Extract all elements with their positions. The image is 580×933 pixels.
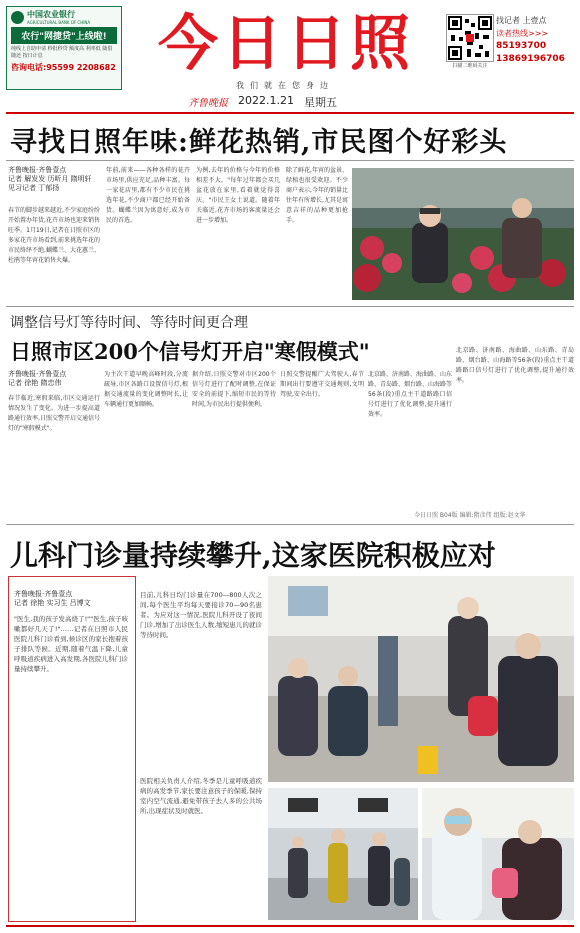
article-divider	[6, 524, 574, 525]
bank-name-en: AGRICULTURAL BANK OF CHINA	[27, 20, 91, 25]
article-divider	[6, 306, 574, 307]
hotline-title: 找记者 上壹点	[496, 16, 547, 25]
article3-col2: 目前,儿科日均门诊量在700—800人次之间,每个医生平均每天要接诊70—90名患者。为应对这一情况,医院儿科开设了夜间门诊,增加了出诊医生人数,缩短患儿的就诊等待时间。	[140, 591, 262, 639]
article1-col3: 为例,去年的价格与今年的价格相差不大。"每年过年都会买几盆花放在家里,看着就觉得喜庆。"市民王女士说道。随着年关临近,花卉市场的客流量还会进一步增加。	[196, 167, 280, 224]
page-note: 今日日照 B04版 编辑:隋彦伟 组版:赵文华	[414, 512, 526, 519]
article3-col1: "医生,我的孩子发高烧了!""医生,孩子咳嗽都好几天了!"……记者在日照市人民医院儿科门诊看到,候诊区的家长抱着孩子排队等候。近期,随着气温下降,儿童呼吸道疾病进入高发期,各医院儿科门诊量持续攀升。	[14, 615, 128, 673]
issue-date: 2022.1.21	[238, 94, 294, 107]
article3-headline[interactable]: 儿科门诊量持续攀升,这家医院积极应对	[10, 539, 496, 572]
hotline-label: 读者热线>>>	[496, 29, 549, 38]
hotline-number-2[interactable]: 13869196706	[496, 54, 565, 64]
article2-byline	[8, 370, 100, 388]
article1-col2: 年前,前来——各种各样的花卉市场里,供应充足,品种丰富。每一家花店里,都有不少市民在挑选年花,不少商户都已经开始备货。蝴蝶兰因为寓意好,成为市民的首选。	[106, 167, 190, 224]
byline-reporters: 记者 徐艳 实习生 吕博文	[14, 599, 91, 607]
byline-source: 齐鲁晚报·齐鲁壹点	[14, 590, 73, 598]
reader-hotline	[496, 14, 576, 66]
byline-intern: 见习记者 丁郁扬	[8, 184, 60, 192]
paper-name: 齐鲁晚报	[188, 98, 228, 109]
byline-reporters: 记者 徐艳 隋忠伟	[8, 379, 62, 387]
bank-slogan: 农行"网捷贷"上线啦!	[11, 27, 117, 44]
article2-col6: 北京路、济南路、海曲路、山东路、青岛路、烟台路、山海路等56条(段)重点主干道路路口信号灯进行了优化调整,提升通行效率。	[456, 347, 574, 384]
qr-caption: 扫描二维码关注	[452, 63, 488, 69]
qr-code-icon[interactable]	[446, 14, 494, 62]
article2-col5: 北京路、济南路、海曲路、山东路、青岛路、烟台路、山海路等56条(段)重点主干道路路口信号灯进行了优化调整,提升通行效率。	[368, 371, 452, 418]
doctor-examining-child-photo	[422, 788, 574, 920]
bank-description: 纯线上自助申请 秒批秒贷 额度高 利率低 随借随还 按日计息	[11, 46, 113, 59]
article1-col1: 春节的脚步越来越近,不少家庭纷纷开始置办年货,花卉市场也迎来销售旺季。1月19日,记者在日照市区的多家花卉市场看到,前来挑选年花的市民络绎不绝,蝴蝶兰、大花蕙兰、杜鹃等年宵花销售火爆。	[8, 207, 100, 264]
article1-byline	[8, 166, 100, 193]
issue-weekday: 星期五	[303, 96, 337, 109]
bank-phone: 咨询电话:95599 2208682	[11, 63, 116, 72]
article1-divider	[6, 160, 574, 161]
article2-col2: 为主次干道早晚高峰时段,分流疏导,市区各路口设置信号灯,根据交通流量的变化调整时长,让车辆通行更加顺畅。	[104, 371, 188, 408]
bank-name: 中国农业银行	[27, 10, 75, 19]
newspaper-brand-logo: 今日日照	[158, 9, 414, 79]
byline-source: 齐鲁晚报·齐鲁壹点	[8, 166, 67, 174]
article1-headline[interactable]: 寻找日照年味:鲜花热销,市民图个好彩头	[10, 127, 508, 158]
article2-col1: 春节临近,寒假来临,市区交通运行情况发生了变化。为进一步提高道路通行效率,日照交警开启交通信号灯的"寒假模式"。	[8, 395, 100, 432]
dateline	[188, 94, 408, 110]
article3-byline	[14, 590, 128, 608]
byline-reporters: 记者 解发发 历昕月 隋明轩	[8, 175, 92, 183]
hotline-number-1[interactable]: 85193700	[496, 41, 547, 51]
article2-kicker: 调整信号灯等待时间、等待时间更合理	[10, 315, 248, 331]
bank-advertisement[interactable]	[6, 6, 122, 90]
byline-source: 齐鲁晚报·齐鲁壹点	[8, 370, 67, 378]
flower-market-photo	[352, 168, 574, 300]
article1-col4: 除了鲜花,年宵的盆景、绿植也很受欢迎。不少商户表示,今年的销量比往年有所增长,尤其是寓意吉祥的品种更加抢手。	[286, 167, 348, 224]
article2-headline[interactable]: 日照市区200个信号灯开启"寒假模式"	[10, 339, 370, 364]
pediatric-waiting-room-photo	[268, 576, 574, 782]
article3-col3: 医院相关负责人介绍,冬季是儿童呼吸道疾病的高发季节,家长要注意孩子的保暖,保持室内空气流通,避免带孩子去人多的公共场所,出现症状及时就医。	[140, 777, 262, 815]
page-bottom-rule	[6, 925, 574, 927]
bank-logo-icon	[11, 11, 24, 24]
masthead-divider	[6, 112, 574, 114]
article2-col4: 日照交警提醒广大驾驶人,春节期间出行要遵守交通规则,文明驾驶,安全出行。	[280, 371, 364, 398]
newspaper-slogan: 我们就在您身边	[236, 81, 334, 90]
article2-col3: 据介绍,日照交警对市区200个信号灯进行了配时调整,在保证安全的前提下,缩短市民的等待时间,为市民出行提供便利。	[192, 371, 276, 408]
hospital-hallway-photo	[268, 788, 418, 920]
